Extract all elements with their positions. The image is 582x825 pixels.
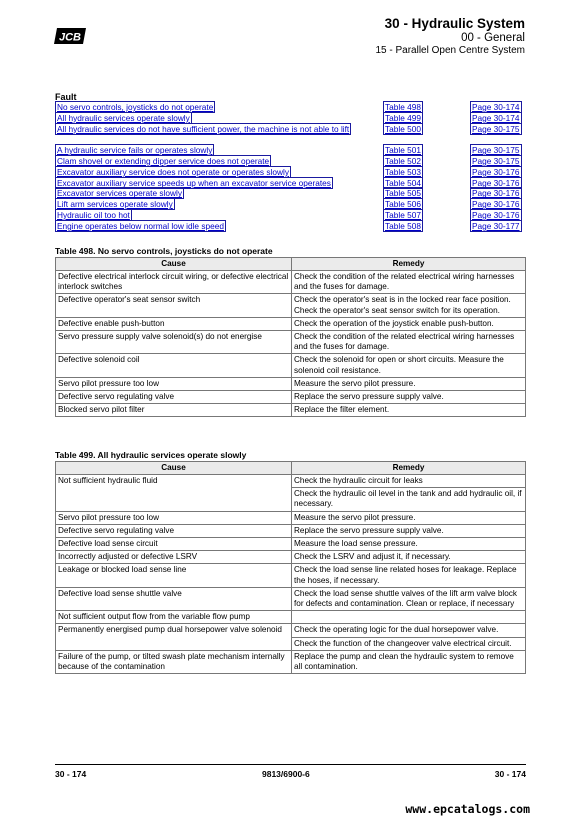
cause-cell: Servo pilot pressure too low <box>56 511 292 524</box>
table-row <box>56 538 526 551</box>
cause-cell: Defective load sense circuit <box>56 538 292 551</box>
table-row <box>56 511 526 524</box>
remedy-cell: Replace the servo pressure supply valve. <box>292 524 526 537</box>
fault-link[interactable]: Excavator auxiliary service does not operate or operates slowly <box>57 166 289 177</box>
cause-header: Cause <box>56 462 292 475</box>
remedy-header: Remedy <box>292 258 526 271</box>
fault-row <box>55 113 526 124</box>
remedy-cell: Check the hydraulic circuit for leaks <box>292 475 526 488</box>
cause-cell: Failure of the pump, or tilted swash plate mechanism internally because of the contamination <box>56 650 292 673</box>
table-row <box>56 331 526 354</box>
fault-link[interactable]: Excavator services operate slowly <box>57 188 182 199</box>
table-link[interactable]: Table 508 <box>385 220 421 231</box>
remedy-cell: Check the load sense line related hoses for leakage. Replace the hoses, if necessary. <box>292 564 526 587</box>
fault-row <box>55 167 526 178</box>
cause-cell: Not sufficient hydraulic fluid <box>56 475 292 512</box>
cause-cell: Servo pilot pressure too low <box>56 377 292 390</box>
cause-header: Cause <box>56 258 292 271</box>
cause-cell: Incorrectly adjusted or defective LSRV <box>56 551 292 564</box>
remedy-cell: Check the operation of the joystick enable push-button. <box>292 317 526 330</box>
cause-cell: Defective enable push-button <box>56 317 292 330</box>
table-row <box>56 564 526 587</box>
table-row <box>56 524 526 537</box>
remedy-cell: Check the condition of the related electrical wiring harnesses and the fuses for damage. <box>292 271 526 294</box>
page-link[interactable]: Page 30-176 <box>472 209 520 220</box>
table-row <box>56 650 526 673</box>
cause-cell: Defective solenoid coil <box>56 354 292 377</box>
remedy-cell: Replace the servo pressure supply valve. <box>292 391 526 404</box>
cause-cell: Not sufficient output flow from the variable flow pump <box>56 611 292 624</box>
logo-text: JCB <box>58 31 82 44</box>
table-row <box>56 271 526 294</box>
section-subtitle-2: 15 - Parallel Open Centre System <box>375 45 525 56</box>
remedy-cell: Replace the pump and clean the hydraulic system to remove all contamination. <box>292 650 526 673</box>
table-row <box>56 377 526 390</box>
fault-link[interactable]: All hydraulic services do not have sufficient power, the machine is not able to lift <box>57 123 350 134</box>
cause-cell: Defective load sense shuttle valve <box>56 587 292 610</box>
remedy-cell: Check the function of the changeover valve electrical circuit. <box>292 637 526 650</box>
fault-link[interactable]: Clam shovel or extending dipper service does not operate <box>57 155 270 166</box>
cause-cell: Defective operator's seat sensor switch <box>56 294 292 317</box>
footer-doc-number: 9813/6900-6 <box>262 769 310 779</box>
footer-rule <box>55 764 526 765</box>
fault-link[interactable]: No servo controls, joysticks do not operate <box>57 102 214 112</box>
cause-cell: Defective servo regulating valve <box>56 391 292 404</box>
footer-page-right: 30 - 174 <box>494 769 526 779</box>
remedy-cell: Check the hydraulic oil level in the tank and add hydraulic oil, if necessary. <box>292 488 526 511</box>
table-link[interactable]: Table 500 <box>385 123 421 134</box>
table-row <box>56 354 526 377</box>
page-link[interactable]: Page 30-176 <box>472 177 520 188</box>
table-row <box>56 294 526 317</box>
jcb-logo <box>53 26 87 46</box>
fault-link[interactable]: Excavator auxiliary service speeds up when an excavator service operates <box>57 177 331 188</box>
table-499-caption: Table 499. All hydraulic services operate slowly <box>55 450 247 460</box>
page-link[interactable]: Page 30-175 <box>472 155 520 166</box>
remedy-cell: Check the LSRV and adjust it, if necessary. <box>292 551 526 564</box>
remedy-cell <box>292 611 526 624</box>
remedy-header: Remedy <box>292 462 526 475</box>
table-link[interactable]: Table 503 <box>385 166 421 177</box>
fault-row <box>55 124 526 146</box>
cause-cell: Permanently energised pump dual horsepower valve solenoid <box>56 624 292 650</box>
fault-link[interactable]: Lift arm services operate slowly <box>57 199 173 210</box>
table-row <box>56 551 526 564</box>
table-link[interactable]: Table 505 <box>385 188 421 199</box>
table-link[interactable]: Table 501 <box>385 145 421 156</box>
fault-link[interactable]: A hydraulic service fails or operates slowly <box>57 145 213 156</box>
page-link[interactable]: Page 30-177 <box>472 220 520 231</box>
cause-cell: Defective electrical interlock circuit wiring, or defective electrical interlock switches <box>56 271 292 294</box>
section-title: 30 - Hydraulic System <box>384 16 525 31</box>
table-link[interactable]: Table 504 <box>385 177 421 188</box>
fault-row <box>55 221 526 232</box>
table-link[interactable]: Table 507 <box>385 209 421 220</box>
table-row <box>56 624 526 637</box>
table-row <box>56 391 526 404</box>
table-row <box>56 587 526 610</box>
table-row <box>56 475 526 488</box>
remedy-cell: Replace the filter element. <box>292 404 526 417</box>
fault-link[interactable]: All hydraulic services operate slowly <box>57 112 190 123</box>
page-header <box>375 16 525 57</box>
fault-heading: Fault <box>55 92 77 102</box>
page-link[interactable]: Page 30-176 <box>472 199 520 210</box>
page-link[interactable]: Page 30-175 <box>472 145 520 156</box>
fault-list <box>55 102 526 232</box>
table-498 <box>55 257 526 417</box>
remedy-cell: Check the operating logic for the dual horsepower valve. <box>292 624 526 637</box>
page-link[interactable]: Page 30-176 <box>472 166 520 177</box>
page-link[interactable]: Page 30-175 <box>472 123 520 134</box>
fault-link[interactable]: Engine operates below normal low idle speed <box>57 220 224 231</box>
cause-cell: Defective servo regulating valve <box>56 524 292 537</box>
cause-cell: Servo pressure supply valve solenoid(s) do not energise <box>56 331 292 354</box>
table-499 <box>55 461 526 674</box>
section-subtitle: 00 - General <box>461 32 525 44</box>
table-link[interactable]: Table 506 <box>385 199 421 210</box>
page-link[interactable]: Page 30-174 <box>472 112 520 123</box>
remedy-cell: Check the load sense shuttle valves of the lift arm valve block for defects and contamination. Clean or replace, if necessary <box>292 587 526 610</box>
fault-link[interactable]: Hydraulic oil too hot <box>57 209 130 220</box>
remedy-cell: Check the condition of the related electrical wiring harnesses and the fuses for damage. <box>292 331 526 354</box>
remedy-cell: Measure the servo pilot pressure. <box>292 377 526 390</box>
remedy-cell: Check the operator's seat is in the locked rear face position. Check the operator's seat sensor switch for its operation. <box>292 294 526 317</box>
remedy-cell: Check the solenoid for open or short circuits. Measure the solenoid coil resistance. <box>292 354 526 377</box>
table-row <box>56 611 526 624</box>
page-link[interactable]: Page 30-174 <box>472 102 520 112</box>
table-link[interactable]: Table 498 <box>385 102 421 112</box>
table-link[interactable]: Table 502 <box>385 155 421 166</box>
table-498-caption: Table 498. No servo controls, joysticks do not operate <box>55 246 273 256</box>
watermark: www.epcatalogs.com <box>405 802 530 816</box>
table-row <box>56 404 526 417</box>
table-link[interactable]: Table 499 <box>385 112 421 123</box>
table-row <box>56 317 526 330</box>
footer-page-left: 30 - 174 <box>55 769 87 779</box>
cause-cell: Leakage or blocked load sense line <box>56 564 292 587</box>
remedy-cell: Measure the servo pilot pressure. <box>292 511 526 524</box>
remedy-cell: Measure the load sense pressure. <box>292 538 526 551</box>
page-link[interactable]: Page 30-176 <box>472 188 520 199</box>
cause-cell: Blocked servo pilot filter <box>56 404 292 417</box>
